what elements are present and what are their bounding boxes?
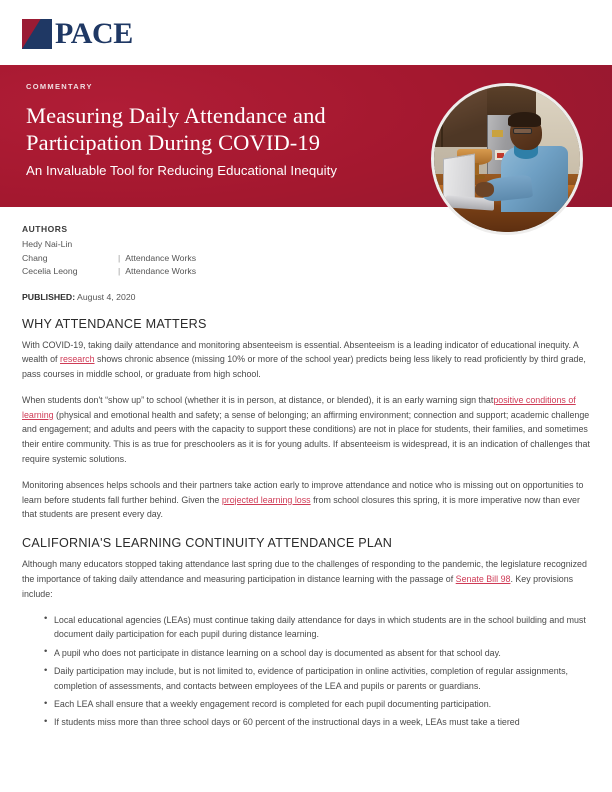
pace-logo-mark-icon [22, 19, 52, 49]
inline-link[interactable]: research [60, 354, 95, 365]
author-2-separator: | [118, 266, 121, 276]
pace-logo-wordmark: PACE [55, 17, 133, 50]
body-paragraph: Although many educators stopped taking attendance last spring due to the challenges of responding to the pandemic, the legislature recognized the importance of taking daily attendance and measuring participation in distance learning with the passage of Senate Bill 98. Key provisions include: [22, 559, 587, 599]
hero-text-block [0, 65, 430, 179]
author-1-name-line-2: Chang [22, 252, 48, 263]
author-1-affiliation: Attendance Works [125, 252, 197, 263]
published-line [22, 292, 612, 302]
hero-banner [0, 65, 612, 207]
content-type-kicker: COMMENTARY [26, 82, 93, 91]
list-item: • If students miss more than three school days or 60 percent of the instructional days in a week, LEAs must take a tiered [44, 715, 594, 730]
published-date: August 4, 2020 [77, 291, 136, 302]
list-item: • Each LEA shall ensure that a weekly engagement record is completed for each pupil documenting participation. [44, 697, 594, 712]
list-item: • Daily participation may include, but is not limited to, evidence of participation in online activities, completion of regular assignments, completion of assessments, and contacts between employees of the LEA and pupils or parents or guardians. [44, 664, 594, 694]
author-name-wrap-line [22, 238, 612, 252]
published-label: PUBLISHED: [22, 291, 76, 302]
author-1-separator: | [118, 252, 121, 263]
photo-scene [434, 86, 580, 232]
list-item: • A pupil who does not participate in distance learning on a school day is documented as absent for that school day. [44, 646, 594, 661]
body-paragraph: With COVID-19, taking daily attendance and monitoring absenteeism is essential. Absenteeism is a leading indicator of educational inequity. A wealth of research shows chronic absence (missing 10% or more of the school year) predicts being less likely to read proficiently by third grade, pass courses in middle school, or graduate from high school. [22, 339, 586, 380]
inline-link[interactable]: projected learning loss [221, 494, 311, 505]
author-row [22, 252, 612, 266]
hero-photo-student-at-laptop [431, 83, 583, 235]
body-paragraph: When students don't “show up” to school (whether it is in person, at distance, or blended), it is an early warning sign thatpositive conditions of learning (physical and emotional health and safety; a sense of belonging; an affirming environment; connection and support; academic challenge and engagement; and adults and peers with the capacity to support these conditions) are not in place for students, their families, and sometimes their entire community. This is as true for preschoolers as it is for young adults. If absenteeism is widespread, it is an indication of challenges that require systemic solutions. [22, 394, 590, 465]
author-1-name-line-1: Hedy Nai-Lin [22, 239, 73, 249]
site-header [0, 0, 612, 65]
inline-link[interactable]: positive conditions of learning [22, 394, 576, 420]
authors-label: AUTHORS [22, 224, 68, 234]
provisions-list [22, 613, 594, 731]
page-title-line-2: Participation During COVID-19 [26, 130, 321, 155]
author-row [22, 265, 612, 279]
sections-host [22, 317, 594, 731]
page-title-line-1: Measuring Daily Attendance and [26, 103, 326, 128]
list-item: • Local educational agencies (LEAs) must continue taking daily attendance for days in which students are in the school building and must document daily participation for each pupil during distance learning. [44, 613, 594, 643]
author-2-affiliation: Attendance Works [125, 266, 197, 276]
pace-logo[interactable] [22, 18, 612, 50]
body-paragraph: Monitoring absences helps schools and their partners take action early to improve attendance and notice who is missing out on opportunities to learn before students fall further behind. Given the projected learning loss from school closures this spring, it is more imperative now than ever that students are present every day. [22, 479, 584, 520]
author-2-name: Cecelia Leong [22, 266, 78, 276]
page-subtitle: An Invaluable Tool for Reducing Educational Inequity [26, 163, 338, 178]
inline-link[interactable]: Senate Bill 98 [455, 574, 511, 585]
page-title [26, 102, 430, 156]
article-body [0, 302, 612, 731]
section-heading: CALIFORNIA'S LEARNING CONTINUITY ATTENDANCE PLAN [22, 536, 393, 551]
section-heading: WHY ATTENDANCE MATTERS [22, 316, 207, 331]
